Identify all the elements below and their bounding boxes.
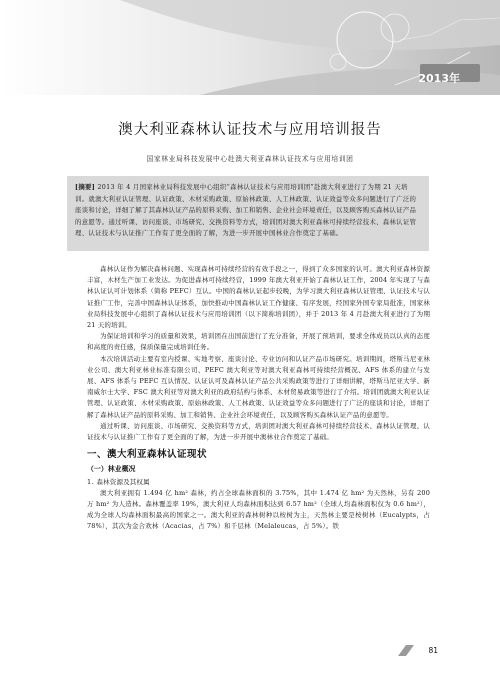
abstract-tag: [摘要] (75, 183, 96, 191)
abstract-text: 2013 年 4 月国家林业局科技发展中心组织“森林认证技术与应用培训团”赴澳大利亚进行了为期 21 天培训。就澳大利亚认证管理、认证政策、木材采购政策、原始林政策、人工林政策、认证效益等众多问题进行了广泛的座谈和讨论，详细了解了其森林认证产品的原料采购、加工和销售、企业社会环境责任，以及顾客购买森林认证产品的意愿等。通过听课、访问座谈、市场研究、交换资料等方式，培训团对澳大利亚森林可持续经营技术、森林认证管理、认证技术与认证推广工作有了更全面的了解，为进一步开展中国林业合作奠定了基础。 (75, 183, 417, 237)
body-paragraph: 通过听课、访问座谈、市场研究、交换资料等方式，培训团对澳大利亚森林可持续经营技术、森林认证管理、认证技术与认证推广工作有了更全面的了解，为进一步开展中澳林业合作奠定了基础。 (87, 421, 430, 442)
subsection-heading: （一）林业概况 (87, 465, 136, 474)
article-author: 国家林业局科技发展中心赴澳大利亚森林认证技术与应用培训团 (146, 155, 354, 163)
body-paragraph: 为保证培训和学习的质量和效果，培训团在出国前进行了充分准备，开展了预培训，要求全体成员以认真的态度和高度的责任感，保质保量完成培训任务。 (87, 332, 430, 352)
subsubsection-number: 1. (87, 477, 94, 486)
abstract-box (67, 176, 429, 251)
header-banner (0, 0, 500, 95)
page-number: 81 (428, 646, 438, 655)
article-body (87, 264, 430, 533)
section-heading: 一、澳大利亚森林认证现状 (87, 449, 208, 461)
body-paragraph: 本次培训活动主要有室内授课、实地考察、座谈讨论、专业访问和认证产品市场研究。培训期间，塔斯马尼亚林业公司、澳大利亚林业标准有限公司、PEFC 澳大利亚等对澳大利亚森林可持续经营概况、AFS 体系的建立与发展、AFS 体系与 PEFC 互认情况、认证认可及森林认证产品公共采购政策等进行了详细讲解，塔斯马尼亚大学、新南威尔士大学、FSC 澳大利亚等对澳大利亚的政府结构与体系、木材贸易政策等进行了介绍。培训团就澳大利亚认证管理、认证政策、木材采购政策、原始林政策、人工林政策、认证效益等众多问题进行了广泛的座谈和讨论，详细了解了森林认证产品的原料采购、加工和销售、企业社会环境责任，以及顾客购买森林认证产品的意愿等。 (87, 354, 430, 419)
subsubsection-heading (87, 477, 430, 488)
article-title: 澳大利亚森林认证技术与应用培训报告 (118, 122, 382, 138)
body-paragraph: 澳大利亚拥有 1.494 亿 hm² 森林，约占全球森林面积的 3.75%，其中 1.474 亿 hm² 为天然林，另有 200 万 hm² 为人造林。森林覆盖率 19%，澳大利亚人均森林面积达到 6.57 hm²（全球人均森林面积仅为 0.6 hm²），成为全球人均森林面积最高的国家之一。澳大利亚的森林树种以桉树为主，天然林主要是桉树林（Eucalypts，占 78%），其次为金合欢林（Acacias，占 7%）和千层林（Melaleucas，占 5%）。铁 (87, 488, 430, 531)
body-paragraph: 森林认证作为解决森林问题、实现森林可持续经营的有效手段之一，得到了众多国家的认可。澳大利亚森林资源丰富，木材生产加工业发达。为促进森林可持续经营，1999 年澳大利亚开始了森林认证工作，2004 年实现了与森林认证认可计划体系（简称 PEFC）互认。中国的森林认证起步较晚，为学习澳大利亚森林认证管理、认证技术与认证推广工作，完善中国森林认证体系，加快推动中国森林认证工作健康、有序发展，经国家外国专家局批准，国家林业局科技发展中心组织了森林认证技术与应用培训团（以下简称培训团），并于 2013 年 4 月赴澳大利亚进行了为期 21 天的培训。 (87, 265, 430, 330)
subsubsection-title: 森林资源及其权属 (96, 477, 150, 486)
page-number-decoration (398, 645, 414, 656)
year-badge: 2013年 (418, 72, 460, 85)
